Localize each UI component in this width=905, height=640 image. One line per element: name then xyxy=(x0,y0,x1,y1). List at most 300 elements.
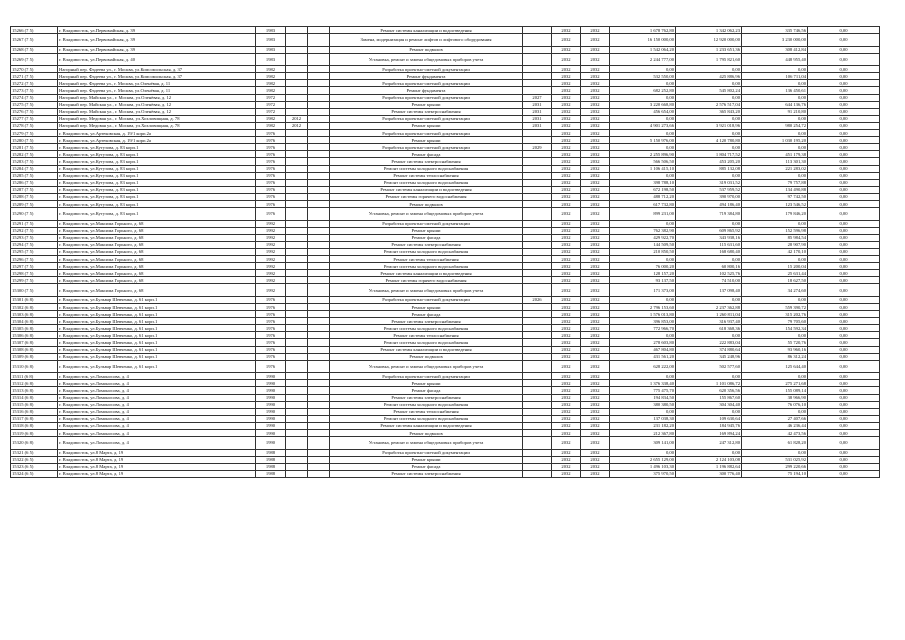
other-cost-cell: 0,00 xyxy=(808,284,880,297)
work-type-cell: Ремонт системы холодного водоснабжения xyxy=(330,339,523,346)
extra-year-cell xyxy=(308,248,330,255)
table-row xyxy=(11,220,880,227)
planned-year-cell: 2027 xyxy=(523,94,552,101)
start-year-cell: 2032 xyxy=(552,46,581,53)
reconstruction-year-cell xyxy=(286,304,308,311)
end-year-cell: 2032 xyxy=(581,108,610,115)
total-cost-cell: 194 834,50 xyxy=(610,394,676,401)
build-year-cell: 1976 xyxy=(256,172,286,179)
end-year-cell: 2032 xyxy=(581,34,610,47)
reconstruction-year-cell xyxy=(286,422,308,429)
row-id: 15271 (7 5) xyxy=(11,73,58,80)
total-cost-cell: 2 255 896,90 xyxy=(610,151,676,158)
row-id: 15278 (7 5) xyxy=(11,122,58,129)
planned-year-cell xyxy=(523,165,552,172)
build-year-cell: 1976 xyxy=(256,144,286,151)
planned-year-cell xyxy=(523,27,552,34)
reconstruction-year-cell xyxy=(286,311,308,318)
address-cell: г. Владивосток, ул.Кутузова, д. 83 корп.1 xyxy=(58,172,256,179)
build-year-cell: 1976 xyxy=(256,304,286,311)
owner-cost-cell: 644 136,76 xyxy=(742,101,808,108)
fund-cost-cell: 2 237 362,88 xyxy=(676,304,742,311)
owner-cost-cell: 299 220,66 xyxy=(742,463,808,470)
work-type-cell: Ремонт фасада xyxy=(330,311,523,318)
end-year-cell: 2032 xyxy=(581,80,610,87)
owner-cost-cell: 531 025,92 xyxy=(742,456,808,463)
build-year-cell: 1983 xyxy=(256,34,286,47)
build-year-cell: 1976 xyxy=(256,158,286,165)
other-cost-cell: 0,00 xyxy=(808,304,880,311)
fund-cost-cell: 0,00 xyxy=(676,144,742,151)
row-id: 15279 (7 5) xyxy=(11,130,58,137)
address-cell: г. Владивосток, ул.Максима Горького, д. 68 xyxy=(58,234,256,241)
owner-cost-cell: 221 283,02 xyxy=(742,165,808,172)
planned-year-cell xyxy=(523,34,552,47)
fund-cost-cell: 545 802,24 xyxy=(676,87,742,94)
work-type-cell: Ремонт фундамента xyxy=(330,87,523,94)
planned-year-cell xyxy=(523,415,552,422)
end-year-cell: 2032 xyxy=(581,101,610,108)
reconstruction-year-cell xyxy=(286,94,308,101)
owner-cost-cell: 155 089,14 xyxy=(742,387,808,394)
extra-year-cell xyxy=(308,304,330,311)
end-year-cell: 2032 xyxy=(581,179,610,186)
end-year-cell: 2032 xyxy=(581,277,610,284)
planned-year-cell: 2031 xyxy=(523,115,552,122)
table-row xyxy=(11,208,880,221)
total-cost-cell: 309 141,00 xyxy=(610,437,676,450)
end-year-cell: 2032 xyxy=(581,172,610,179)
table-row xyxy=(11,227,880,234)
start-year-cell: 2032 xyxy=(552,87,581,94)
total-cost-cell: 375 970,50 xyxy=(610,470,676,477)
row-id: 15293 (7 5) xyxy=(11,234,58,241)
row-id: 15288 (7 5) xyxy=(11,193,58,200)
row-id: 15267 (7 5) xyxy=(11,34,58,47)
build-year-cell: 1990 xyxy=(256,387,286,394)
owner-cost-cell: 28 907,90 xyxy=(742,241,808,248)
start-year-cell: 2032 xyxy=(552,66,581,73)
fund-cost-cell: 4 120 780,80 xyxy=(676,137,742,144)
planned-year-cell xyxy=(523,373,552,380)
total-cost-cell: 488 712,20 xyxy=(610,193,676,200)
owner-cost-cell: 18 627,50 xyxy=(742,277,808,284)
build-year-cell: 1992 xyxy=(256,270,286,277)
owner-cost-cell: 91 210,80 xyxy=(742,108,808,115)
row-id: 15316 (6 8) xyxy=(11,408,58,415)
row-id: 15276 (7 5) xyxy=(11,108,58,115)
fund-cost-cell: 102 525,76 xyxy=(676,270,742,277)
total-cost-cell: 231 182,20 xyxy=(610,422,676,429)
other-cost-cell: 0,00 xyxy=(808,186,880,193)
row-id: 15306 (6 8) xyxy=(11,332,58,339)
total-cost-cell: 0,00 xyxy=(610,94,676,101)
planned-year-cell xyxy=(523,360,552,373)
start-year-cell: 2032 xyxy=(552,415,581,422)
row-id: 15296 (7 5) xyxy=(11,256,58,263)
owner-cost-cell: 315 202,76 xyxy=(742,311,808,318)
total-cost-cell: 0,00 xyxy=(610,408,676,415)
table-row xyxy=(11,234,880,241)
work-type-cell: Ремонт системы горячего водоснабжения xyxy=(330,277,523,284)
end-year-cell: 2032 xyxy=(581,415,610,422)
planned-year-cell xyxy=(523,220,552,227)
fund-cost-cell: 494 186,40 xyxy=(676,200,742,207)
build-year-cell: 1982 xyxy=(256,66,286,73)
address-cell: г. Владивосток, ул.Бульвар Шевченко, д. 61 корп.1 xyxy=(58,353,256,360)
address-cell: г. Владивосток, ул.Бульвар Шевченко, д. 61 корп.1 xyxy=(58,304,256,311)
total-cost-cell: 682 252,80 xyxy=(610,87,676,94)
other-cost-cell: 0,00 xyxy=(808,380,880,387)
extra-year-cell xyxy=(308,115,330,122)
reconstruction-year-cell xyxy=(286,456,308,463)
extra-year-cell xyxy=(308,456,330,463)
reconstruction-year-cell xyxy=(286,256,308,263)
address-cell: г. Владивосток, ул.Бульвар Шевченко, д. 61 корп.1 xyxy=(58,318,256,325)
extra-year-cell xyxy=(308,165,330,172)
fund-cost-cell: 1 804 717,52 xyxy=(676,151,742,158)
planned-year-cell xyxy=(523,401,552,408)
extra-year-cell xyxy=(308,80,330,87)
reconstruction-year-cell xyxy=(286,463,308,470)
table-row xyxy=(11,470,880,477)
end-year-cell: 2032 xyxy=(581,332,610,339)
end-year-cell: 2032 xyxy=(581,394,610,401)
total-cost-cell: 144 509,50 xyxy=(610,241,676,248)
row-id: 15287 (7 5) xyxy=(11,186,58,193)
end-year-cell: 2032 xyxy=(581,158,610,165)
row-id: 15318 (6 8) xyxy=(11,422,58,429)
reconstruction-year-cell xyxy=(286,470,308,477)
table-row xyxy=(11,144,880,151)
total-cost-cell: 398 788,10 xyxy=(610,179,676,186)
address-cell: г. Владивосток, ул.Артековская, д. 19/1 корп.2а xyxy=(58,130,256,137)
table-row xyxy=(11,27,880,34)
end-year-cell: 2032 xyxy=(581,256,610,263)
other-cost-cell: 0,00 xyxy=(808,158,880,165)
build-year-cell: 1982 xyxy=(256,73,286,80)
fund-cost-cell: 1 342 062,23 xyxy=(676,27,742,34)
address-cell: г. Владивосток, ул.Ломоносова, д. 4 xyxy=(58,394,256,401)
other-cost-cell: 0,00 xyxy=(808,456,880,463)
address-cell: г. Владивосток, ул.Кутузова, д. 83 корп.1 xyxy=(58,186,256,193)
reconstruction-year-cell xyxy=(286,284,308,297)
fund-cost-cell: 319 031,52 xyxy=(676,179,742,186)
build-year-cell: 1990 xyxy=(256,373,286,380)
planned-year-cell xyxy=(523,227,552,234)
extra-year-cell xyxy=(308,401,330,408)
start-year-cell: 2032 xyxy=(552,220,581,227)
start-year-cell: 2032 xyxy=(552,387,581,394)
planned-year-cell xyxy=(523,270,552,277)
extra-year-cell xyxy=(308,94,330,101)
owner-cost-cell: 1 030 195,20 xyxy=(742,137,808,144)
reconstruction-year-cell xyxy=(286,66,308,73)
owner-cost-cell: 0,00 xyxy=(742,144,808,151)
table-row xyxy=(11,332,880,339)
fund-cost-cell: 12 920 000,00 xyxy=(676,34,742,47)
table-row xyxy=(11,101,880,108)
owner-cost-cell: 15 200,04 xyxy=(742,263,808,270)
fund-cost-cell: 0,00 xyxy=(676,296,742,303)
address-cell: Нагорный пер. Майская ул., г. Москва, ул.Оленёвая, д. 12 xyxy=(58,108,256,115)
address-cell: г. Владивосток, ул.8 Марта, д. 19 xyxy=(58,463,256,470)
address-cell: Нагорный пер. Майская ул., г. Москва, ул.Оленёвая, д. 12 xyxy=(58,94,256,101)
build-year-cell: 1972 xyxy=(256,94,286,101)
total-cost-cell: 1 496 103,30 xyxy=(610,463,676,470)
row-id: 15297 (7 5) xyxy=(11,263,58,270)
table-row xyxy=(11,137,880,144)
owner-cost-cell: 123 546,52 xyxy=(742,200,808,207)
reconstruction-year-cell xyxy=(286,227,308,234)
work-type-cell: Разработка проектно-сметной документации xyxy=(330,94,523,101)
other-cost-cell: 0,00 xyxy=(808,332,880,339)
work-type-cell: Разработка проектно-сметной документации xyxy=(330,130,523,137)
planned-year-cell xyxy=(523,66,552,73)
total-cost-cell: 1 376 338,40 xyxy=(610,380,676,387)
owner-cost-cell: 152 596,98 xyxy=(742,227,808,234)
row-id: 15309 (6 8) xyxy=(11,353,58,360)
table-row xyxy=(11,200,880,207)
table-row xyxy=(11,408,880,415)
other-cost-cell: 0,00 xyxy=(808,241,880,248)
extra-year-cell xyxy=(308,186,330,193)
other-cost-cell: 0,00 xyxy=(808,373,880,380)
other-cost-cell: 0,00 xyxy=(808,115,880,122)
row-id: 15317 (6 8) xyxy=(11,415,58,422)
fund-cost-cell: 0,00 xyxy=(676,94,742,101)
total-cost-cell: 0,00 xyxy=(610,144,676,151)
end-year-cell: 2032 xyxy=(581,373,610,380)
work-type-cell: Разработка проектно-сметной документации xyxy=(330,80,523,87)
total-cost-cell: 2 796 153,60 xyxy=(610,304,676,311)
other-cost-cell: 0,00 xyxy=(808,172,880,179)
reconstruction-year-cell xyxy=(286,151,308,158)
total-cost-cell: 617 732,80 xyxy=(610,200,676,207)
planned-year-cell xyxy=(523,277,552,284)
extra-year-cell xyxy=(308,394,330,401)
end-year-cell: 2032 xyxy=(581,94,610,101)
build-year-cell: 1976 xyxy=(256,346,286,353)
reconstruction-year-cell xyxy=(286,34,308,47)
start-year-cell: 2032 xyxy=(552,380,581,387)
build-year-cell: 1992 xyxy=(256,263,286,270)
fund-cost-cell: 1 795 821,60 xyxy=(676,53,742,66)
build-year-cell: 1992 xyxy=(256,256,286,263)
other-cost-cell: 0,00 xyxy=(808,144,880,151)
reconstruction-year-cell xyxy=(286,46,308,53)
row-id: 15298 (7 5) xyxy=(11,270,58,277)
other-cost-cell: 0,00 xyxy=(808,353,880,360)
build-year-cell: 1976 xyxy=(256,360,286,373)
row-id: 15301 (6 8) xyxy=(11,296,58,303)
build-year-cell: 1982 xyxy=(256,80,286,87)
extra-year-cell xyxy=(308,151,330,158)
build-year-cell: 1983 xyxy=(256,53,286,66)
address-cell: г. Владивосток, ул.Бульвар Шевченко, д. 61 корп.1 xyxy=(58,325,256,332)
row-id: 15320 (6 8) xyxy=(11,437,58,450)
fund-cost-cell: 0,00 xyxy=(676,220,742,227)
start-year-cell: 2032 xyxy=(552,449,581,456)
owner-cost-cell: 0,00 xyxy=(742,296,808,303)
extra-year-cell xyxy=(308,172,330,179)
build-year-cell: 1976 xyxy=(256,179,286,186)
work-type-cell: Ремонт фасада xyxy=(330,234,523,241)
total-cost-cell: 210 850,50 xyxy=(610,248,676,255)
address-cell: г. Владивосток, ул.Максима Горького, д. 68 xyxy=(58,270,256,277)
row-id: 15280 (7 5) xyxy=(11,137,58,144)
row-id: 15299 (7 5) xyxy=(11,277,58,284)
work-type-cell: Разработка проектно-сметной документации xyxy=(330,220,523,227)
address-cell: г. Владивосток, ул.Кутузова, д. 83 корп.1 xyxy=(58,179,256,186)
table-row xyxy=(11,193,880,200)
other-cost-cell: 0,00 xyxy=(808,430,880,437)
fund-cost-cell: 0,00 xyxy=(676,373,742,380)
total-cost-cell: 2 244 777,00 xyxy=(610,53,676,66)
row-id: 15277 (7 5) xyxy=(11,115,58,122)
end-year-cell: 2032 xyxy=(581,401,610,408)
planned-year-cell xyxy=(523,284,552,297)
address-cell: г. Владивосток, ул.Максима Горького, д. 68 xyxy=(58,263,256,270)
end-year-cell: 2032 xyxy=(581,87,610,94)
owner-cost-cell: 113 301,30 xyxy=(742,158,808,165)
table-row xyxy=(11,248,880,255)
total-cost-cell: 772 966,70 xyxy=(610,325,676,332)
other-cost-cell: 0,00 xyxy=(808,234,880,241)
table-row xyxy=(11,130,880,137)
other-cost-cell: 0,00 xyxy=(808,34,880,47)
extra-year-cell xyxy=(308,296,330,303)
total-cost-cell: 429 922,70 xyxy=(610,234,676,241)
row-id: 15319 (6 8) xyxy=(11,430,58,437)
other-cost-cell: 0,00 xyxy=(808,200,880,207)
fund-cost-cell: 343 938,16 xyxy=(676,234,742,241)
table-row xyxy=(11,94,880,101)
reconstruction-year-cell xyxy=(286,248,308,255)
total-cost-cell: 380 380,50 xyxy=(610,401,676,408)
other-cost-cell: 0,00 xyxy=(808,422,880,429)
address-cell: Нагорный пер. Медовая ул., г. Москва, ул.Хохловищная, д. 78 xyxy=(58,122,256,129)
fund-cost-cell: 168 680,40 xyxy=(676,248,742,255)
end-year-cell: 2032 xyxy=(581,449,610,456)
reconstruction-year-cell xyxy=(286,53,308,66)
other-cost-cell: 0,00 xyxy=(808,101,880,108)
address-cell: г. Владивосток, ул.Артековская, д. 19/1 корп.2а xyxy=(58,137,256,144)
build-year-cell: 1976 xyxy=(256,332,286,339)
table-row xyxy=(11,353,880,360)
start-year-cell: 2032 xyxy=(552,122,581,129)
address-cell: г. Владивосток, ул.Кутузова, д. 83 корп.1 xyxy=(58,200,256,207)
row-id: 15295 (7 5) xyxy=(11,248,58,255)
reconstruction-year-cell xyxy=(286,137,308,144)
build-year-cell: 1990 xyxy=(256,401,286,408)
build-year-cell: 1976 xyxy=(256,311,286,318)
start-year-cell: 2032 xyxy=(552,311,581,318)
work-type-cell: Ремонт крыши xyxy=(330,456,523,463)
table-row xyxy=(11,108,880,115)
other-cost-cell: 0,00 xyxy=(808,122,880,129)
table-row xyxy=(11,186,880,193)
total-cost-cell: 0,00 xyxy=(610,373,676,380)
owner-cost-cell: 136 450,61 xyxy=(742,87,808,94)
owner-cost-cell: 42 170,10 xyxy=(742,248,808,255)
planned-year-cell xyxy=(523,130,552,137)
owner-cost-cell: 451 179,38 xyxy=(742,151,808,158)
end-year-cell: 2032 xyxy=(581,318,610,325)
start-year-cell: 2032 xyxy=(552,80,581,87)
planned-year-cell xyxy=(523,241,552,248)
planned-year-cell xyxy=(523,380,552,387)
work-type-cell: Ремонт крыши xyxy=(330,227,523,234)
row-id: 15294 (7 5) xyxy=(11,241,58,248)
total-cost-cell: 0,00 xyxy=(610,256,676,263)
extra-year-cell xyxy=(308,387,330,394)
address-cell: г. Владивосток, ул.Первомайская, д. 39 xyxy=(58,34,256,47)
table-row xyxy=(11,277,880,284)
row-id: 15274 (7 5) xyxy=(11,94,58,101)
extra-year-cell xyxy=(308,208,330,221)
table-row xyxy=(11,380,880,387)
row-id: 15289 (7 5) xyxy=(11,200,58,207)
work-type-cell: Ремонт системы холодного водоснабжения xyxy=(330,401,523,408)
owner-cost-cell: 55 720,76 xyxy=(742,339,808,346)
fund-cost-cell: 345 248,96 xyxy=(676,353,742,360)
work-type-cell: Ремонт системы холодного водоснабжения xyxy=(330,165,523,172)
end-year-cell: 2032 xyxy=(581,137,610,144)
build-year-cell: 1992 xyxy=(256,227,286,234)
work-type-cell: Ремонт фасада xyxy=(330,387,523,394)
address-cell: г. Владивосток, ул.Максима Горького, д. 68 xyxy=(58,248,256,255)
start-year-cell: 2032 xyxy=(552,360,581,373)
start-year-cell: 2032 xyxy=(552,277,581,284)
start-year-cell: 2032 xyxy=(552,53,581,66)
end-year-cell: 2032 xyxy=(581,346,610,353)
total-cost-cell: 1 678 762,80 xyxy=(610,27,676,34)
fund-cost-cell: 365 843,20 xyxy=(676,108,742,115)
extra-year-cell xyxy=(308,346,330,353)
start-year-cell: 2032 xyxy=(552,172,581,179)
address-cell: г. Владивосток, ул.Бульвар Шевченко, д. 61 корп.1 xyxy=(58,360,256,373)
table-row xyxy=(11,401,880,408)
address-cell: г. Владивосток, ул.Ломоносова, д. 4 xyxy=(58,373,256,380)
fund-cost-cell: 300 776,40 xyxy=(676,470,742,477)
extra-year-cell xyxy=(308,34,330,47)
total-cost-cell: 2 655 129,00 xyxy=(610,456,676,463)
work-type-cell: Ремонт системы канализации и водоотведения xyxy=(330,422,523,429)
total-cost-cell: 431 561,20 xyxy=(610,353,676,360)
fund-cost-cell: 609 865,92 xyxy=(676,227,742,234)
end-year-cell: 2032 xyxy=(581,437,610,450)
planned-year-cell xyxy=(523,172,552,179)
reconstruction-year-cell xyxy=(286,234,308,241)
reconstruction-year-cell xyxy=(286,101,308,108)
start-year-cell: 2032 xyxy=(552,339,581,346)
fund-cost-cell: 719 384,80 xyxy=(676,208,742,221)
start-year-cell: 2032 xyxy=(552,200,581,207)
total-cost-cell: 128 157,20 xyxy=(610,270,676,277)
fund-cost-cell: 0,00 xyxy=(676,130,742,137)
end-year-cell: 2032 xyxy=(581,296,610,303)
reconstruction-year-cell xyxy=(286,360,308,373)
start-year-cell: 2032 xyxy=(552,401,581,408)
other-cost-cell: 0,00 xyxy=(808,394,880,401)
extra-year-cell xyxy=(308,449,330,456)
row-id: 15308 (6 8) xyxy=(11,346,58,353)
work-type-cell: Ремонт системы электроснабжения xyxy=(330,394,523,401)
owner-cost-cell: 154 592,34 xyxy=(742,325,808,332)
extra-year-cell xyxy=(308,73,330,80)
end-year-cell: 2032 xyxy=(581,208,610,221)
